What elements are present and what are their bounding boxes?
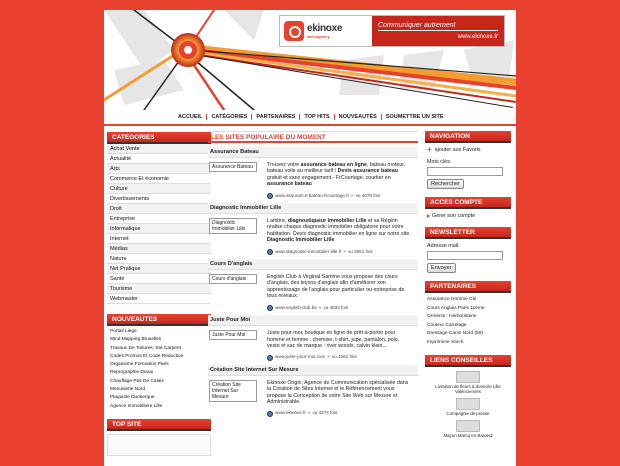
nouveautes-list xyxy=(107,326,211,411)
nouveaute-item[interactable]: Reprographie Douai xyxy=(110,370,153,376)
category-item[interactable]: Divertissements xyxy=(107,194,211,204)
ad-brand: ekinoxe xyxy=(307,23,343,34)
thumbnail-label: Assurance Bateau xyxy=(209,162,257,172)
description-text: Juste pour moi, boutique en ligne de prêt-à-porter pour homme et femme : chemise, t-shirt, jupe, pantalon, polo, veste et sac de marque : river woods, calvin klein... xyxy=(267,330,400,349)
site-url-row xyxy=(267,249,413,255)
partner-item[interactable]: Cours Anglais Paris 11ème xyxy=(427,305,485,311)
category-item[interactable]: Actualité xyxy=(107,154,211,164)
link-label: Compagnie de presse xyxy=(446,411,490,416)
thumbnail-label: Création Site Internet Sur Mesure xyxy=(209,380,257,402)
email-input[interactable] xyxy=(427,251,503,260)
description-text: Ekinoxe Origin, Agence de Communication spécialisée dans la Création de Sites Internet et le Référencement vous propose la Conception de votre Site Web sur Mesure et Administrable. xyxy=(267,379,409,405)
menu-categories[interactable]: CATÉGORIES xyxy=(211,114,248,120)
site-name[interactable]: Diagnostic Immobilier Lille xyxy=(208,203,418,214)
arrow-icon xyxy=(427,214,430,218)
category-item[interactable]: Santé xyxy=(107,274,211,284)
category-item[interactable]: Médias xyxy=(107,244,211,254)
separator: » xyxy=(351,192,354,198)
site-body xyxy=(208,330,418,361)
ad-message xyxy=(372,16,504,46)
site-url[interactable]: www.english-club.be xyxy=(275,304,317,310)
site-hits: vu 4561 fois xyxy=(331,354,357,360)
menu-accueil[interactable]: ACCUEIL xyxy=(178,114,203,120)
site-url-row xyxy=(267,354,413,360)
site-name[interactable]: Création Site Internet Sur Mesure xyxy=(208,365,418,376)
site-url-row xyxy=(267,193,413,199)
category-item[interactable]: Entreprise xyxy=(107,214,211,224)
site-entry xyxy=(208,147,418,199)
site-thumbnail[interactable] xyxy=(209,218,261,255)
site-thumbnail[interactable] xyxy=(209,380,261,417)
site-body xyxy=(208,218,418,255)
sites-list xyxy=(208,147,418,417)
ekinoxe-ad-banner[interactable] xyxy=(279,15,505,47)
main-menu xyxy=(174,111,448,123)
center-column xyxy=(208,131,418,417)
site-name[interactable]: Juste Pour Moi xyxy=(208,315,418,326)
account-box xyxy=(425,209,511,223)
favorites-label: ajouter aux Favoris xyxy=(434,147,481,153)
globe-icon xyxy=(267,305,273,311)
site-entry xyxy=(208,365,418,417)
site-name[interactable]: Cours D'anglais xyxy=(208,259,418,270)
link-label: Maçon Marcq en Baroeul xyxy=(443,433,493,438)
site-url-row xyxy=(267,305,413,311)
account-title: ACCES COMPTE xyxy=(425,197,511,209)
ekinoxe-logo-icon xyxy=(284,21,304,41)
site-url[interactable]: www.juste-pour-moi.com xyxy=(275,354,326,360)
globe-icon xyxy=(267,355,273,361)
top-site-title: TOP SITE xyxy=(107,419,211,431)
menu-partenaires[interactable]: PARTENAIRES xyxy=(256,114,296,120)
site-hits: vu 4078 fois xyxy=(355,192,381,198)
globe-icon xyxy=(267,193,273,199)
category-item[interactable]: Informatique xyxy=(107,224,211,234)
site-description xyxy=(261,380,413,417)
site-url[interactable]: www.assurance-bateau-frcourtage.fr xyxy=(275,192,350,198)
partner-item[interactable]: Dressage Canin Nord (59) xyxy=(427,331,483,336)
site-entry xyxy=(208,203,418,255)
nouveautes-title: NOUVEAUTES xyxy=(107,314,211,326)
partner-item[interactable]: Couteur Carrelage xyxy=(427,322,467,328)
category-item[interactable]: Internet xyxy=(107,234,211,244)
site-entry xyxy=(208,259,418,311)
category-item[interactable]: Tourisme xyxy=(107,284,211,294)
site-hits: vu 4274 fois xyxy=(312,410,338,416)
site-entry xyxy=(208,315,418,361)
site-url-row xyxy=(267,410,413,416)
nouveaute-item[interactable]: Mind Mapping Bruxelles xyxy=(110,337,162,343)
send-button[interactable]: Envoyer xyxy=(427,263,456,273)
partner-item[interactable]: Imprimerie Sari-k xyxy=(427,339,464,345)
menu-divider xyxy=(104,124,516,126)
category-item[interactable]: Nature xyxy=(107,254,211,264)
menu-top-hits[interactable]: TOP HITS xyxy=(304,114,330,120)
navigation-title: NAVIGATION xyxy=(425,131,511,143)
advised-link[interactable] xyxy=(425,371,511,394)
category-item[interactable]: Achat Vente xyxy=(107,144,211,154)
partners-list xyxy=(425,293,511,347)
partner-item[interactable]: Orménis : Herboristerie xyxy=(427,314,477,319)
separator: » xyxy=(343,248,346,254)
description-text: Trouvez votre assurance bateau en ligne, bateau moteur, bateau voile au meilleur tarif / Devis assurance bateau gratuit et sans engagement - FrCourtage, courtier en assurance bateau xyxy=(267,162,406,188)
email-label: Adresse mail: xyxy=(427,243,460,249)
site-body xyxy=(208,274,418,311)
nouveaute-item[interactable]: Chauffage Pas De Calais xyxy=(110,378,164,384)
nouveaute-item[interactable]: Organisme Formation Paris xyxy=(110,362,169,368)
keywords-label: Mots clés: xyxy=(427,159,452,165)
plus-icon: + xyxy=(427,145,432,154)
ad-slogan: Communiquer autrement xyxy=(378,22,498,31)
header xyxy=(104,10,516,110)
site-hits: vu 4833 fois xyxy=(323,304,349,310)
nouveaute-item[interactable]: Travaux De Toitures: Sté Carpent xyxy=(110,345,181,351)
globe-icon xyxy=(267,411,273,417)
link-thumbnail xyxy=(456,420,480,432)
menu-nouveautes[interactable]: NOUVEAUTÉS xyxy=(338,114,377,120)
category-item[interactable]: Net Pratique xyxy=(107,264,211,274)
site-body xyxy=(208,162,418,199)
thumbnail-label: Diagnostic Immobilier Lille xyxy=(209,218,257,234)
nouveaute-item[interactable]: Codes Promos Et Code Réduction xyxy=(110,353,184,359)
site-body xyxy=(208,380,418,417)
site-hits: vu 3551 fois xyxy=(347,248,373,254)
category-item[interactable]: Culture xyxy=(107,184,211,194)
search-button[interactable]: Rechercher xyxy=(427,179,464,189)
site-name[interactable]: Assurance Bateau xyxy=(208,147,418,158)
manage-account-link[interactable] xyxy=(427,213,509,219)
site-description xyxy=(261,274,413,311)
newsletter-box xyxy=(425,239,511,277)
link-thumbnail xyxy=(456,371,480,383)
menu-soumettre[interactable]: SOUMETTRE UN SITE xyxy=(385,114,444,120)
separator: » xyxy=(318,304,322,310)
separator: » xyxy=(307,410,311,416)
thumbnail-label: Cours d'anglais xyxy=(209,274,257,284)
left-column xyxy=(107,128,211,456)
description-text: English Club à Virginal Samme vous propose des cours d'anglais, des leçons d'anglais afin d'améliorer son apprentissage de l'anglais pour particulier ou entreprise de tous niveaux. xyxy=(267,274,405,300)
globe-icon xyxy=(267,249,273,255)
page-wrapper xyxy=(104,10,516,466)
site-url[interactable]: www.diagnostic-immobilier-lille.fr xyxy=(275,248,342,254)
categories-list xyxy=(107,144,211,304)
add-favorites-link[interactable] xyxy=(427,147,509,153)
popular-sites-title: LES SITES POPULAIRE DU MOMENT xyxy=(208,131,418,143)
advised-link[interactable] xyxy=(425,420,511,438)
categories-title: CATEGORIES xyxy=(107,132,211,144)
ad-logo xyxy=(280,16,372,46)
nouveaute-item[interactable]: Agence Immobiliere Lille xyxy=(110,403,163,409)
site-thumbnail[interactable] xyxy=(209,330,261,361)
nouveaute-item[interactable]: Plaquiste Dunkerque xyxy=(110,395,155,401)
category-item[interactable]: Commerce Et économie xyxy=(107,174,211,184)
top-site-box[interactable] xyxy=(107,434,211,456)
newsletter-title: NEWSLETTER xyxy=(425,227,511,239)
thumbnail-label: Juste Pour Moi xyxy=(209,330,257,340)
category-item[interactable]: Droit xyxy=(107,204,211,214)
site-thumbnail[interactable] xyxy=(209,162,261,199)
category-item[interactable]: Arts xyxy=(107,164,211,174)
ad-url: www.ekinoxe.fr xyxy=(457,34,498,40)
partner-item[interactable]: Assurance Homme Clé xyxy=(427,297,477,302)
category-item[interactable]: Webmaster xyxy=(107,294,211,304)
nouveaute-item[interactable]: Menuiserie Nord xyxy=(110,387,146,393)
links-list xyxy=(425,371,511,438)
separator: » xyxy=(327,354,330,360)
right-column xyxy=(425,131,511,438)
description-text: Lambre, diagnostiqueur immobilier Lille et sa Région réalise chaque diagnostic immobilier obligatoire pour votre habitation. Devis diagnostic immobilier en ligne sur notre site. Diagnostic Immobilier Lille xyxy=(267,218,411,244)
navigation-box xyxy=(425,143,511,193)
nouveaute-item[interactable]: Portail Liege xyxy=(110,329,137,334)
site-url[interactable]: www.ekinoxe.fr xyxy=(275,410,306,416)
site-thumbnail[interactable] xyxy=(209,274,261,311)
site-description xyxy=(261,162,413,199)
link-thumbnail xyxy=(456,398,480,410)
advised-link[interactable] xyxy=(425,398,511,416)
manage-account-label: Gérer son compte xyxy=(432,213,476,219)
links-title: LIENS CONSEILLES xyxy=(425,355,511,367)
keywords-input[interactable] xyxy=(427,167,503,176)
partners-title: PARTENAIRES xyxy=(425,281,511,293)
site-description xyxy=(261,330,413,361)
site-description xyxy=(261,218,413,255)
link-label: Livraison de fleurs à domicile Lille Valenciennes xyxy=(435,384,501,394)
ad-tagline: web agency xyxy=(307,34,330,39)
